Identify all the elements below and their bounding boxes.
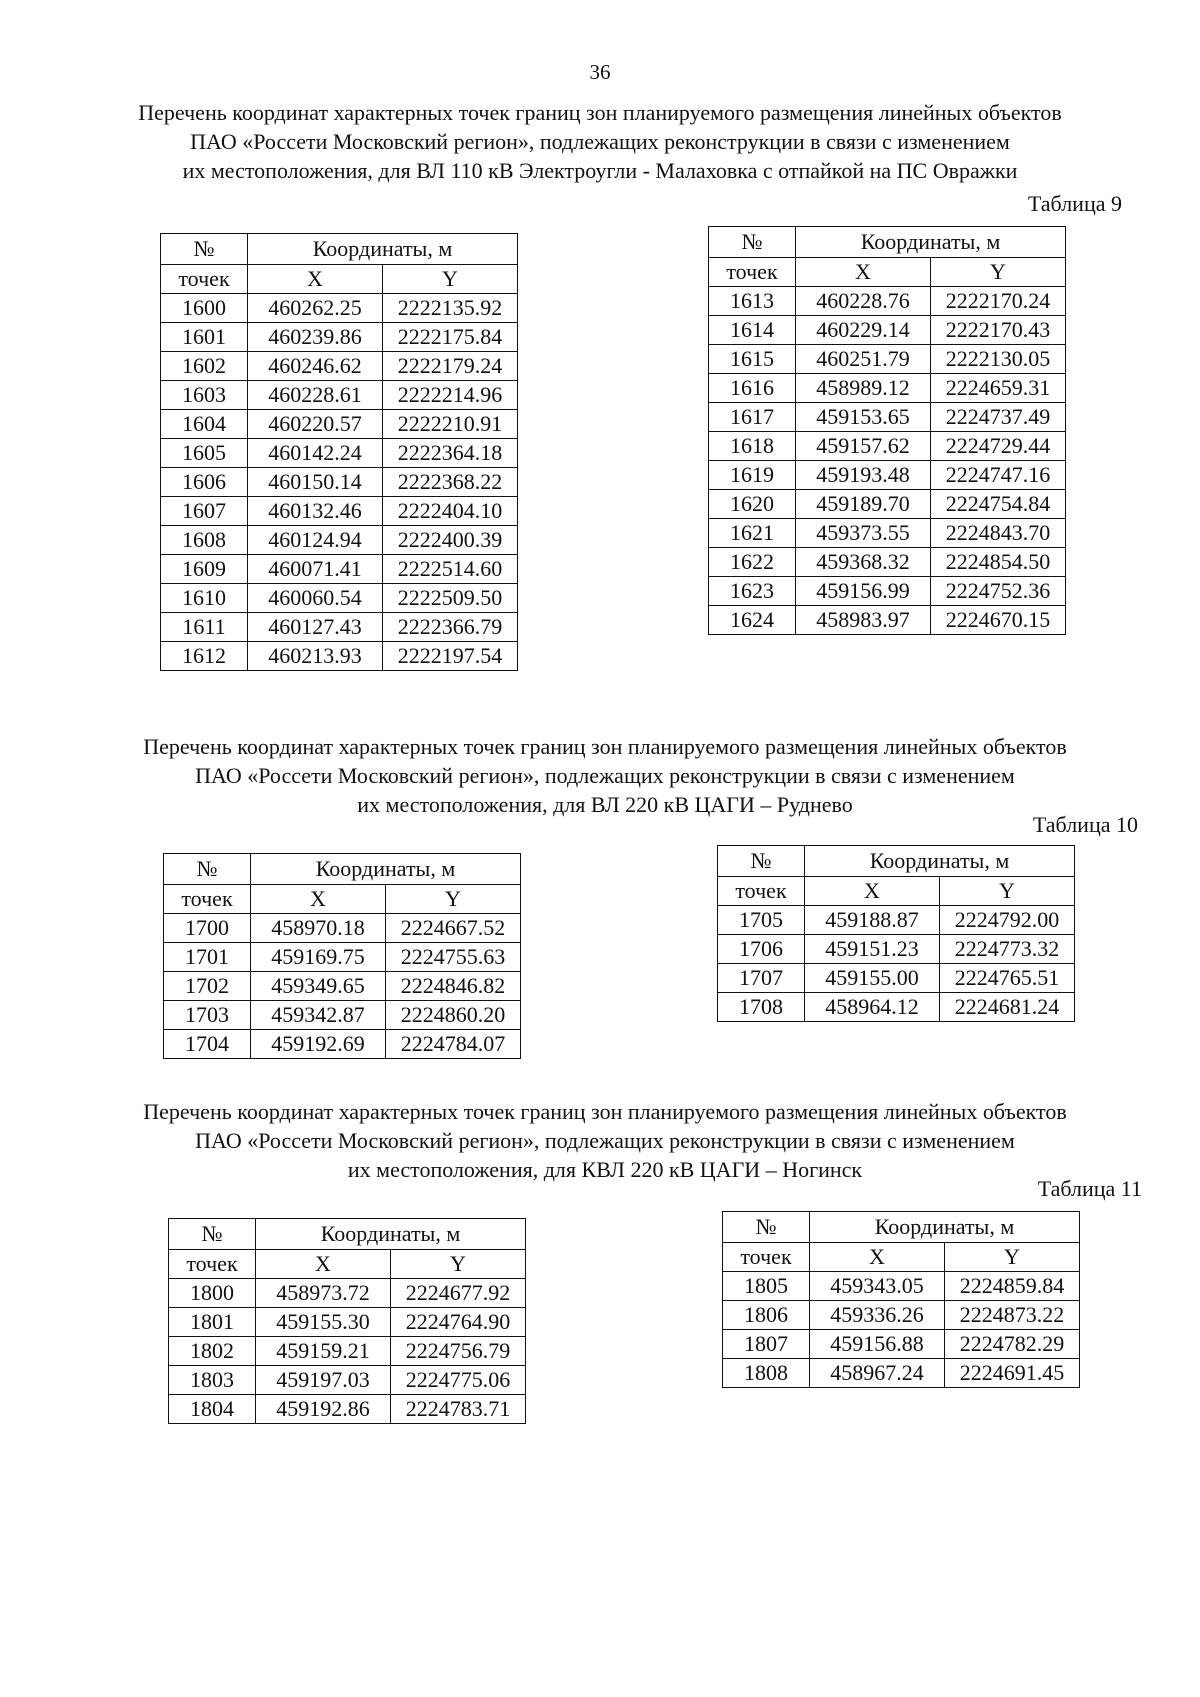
- coord-y: 2224792.00: [940, 906, 1075, 935]
- table-row: [164, 1001, 521, 1030]
- header-num-sign: №: [723, 1212, 810, 1243]
- header-coordinates: Координаты, м: [796, 227, 1066, 258]
- table-header-row: [723, 1212, 1080, 1243]
- table-header-row: [161, 265, 518, 294]
- coord-y: 2224677.92: [391, 1279, 526, 1308]
- coord-y: 2224755.63: [386, 943, 521, 972]
- coord-x: 459349.65: [251, 972, 386, 1001]
- section-heading: [60, 98, 1140, 185]
- table-row: [164, 1030, 521, 1059]
- coord-y: 2224873.22: [945, 1301, 1080, 1330]
- coord-x: 459197.03: [256, 1366, 391, 1395]
- point-number: 1617: [709, 403, 796, 432]
- header-coordinates: Координаты, м: [251, 854, 521, 885]
- page-number: 36: [589, 60, 611, 84]
- coord-x: 459157.62: [796, 432, 931, 461]
- coord-y: 2222197.54: [383, 642, 518, 671]
- coord-x: 459192.69: [251, 1030, 386, 1059]
- point-number: 1703: [164, 1001, 251, 1030]
- coord-y: 2222509.50: [383, 584, 518, 613]
- table-row: [161, 497, 518, 526]
- coord-x: 460262.25: [248, 294, 383, 323]
- table-header-row: [161, 234, 518, 265]
- coord-y: 2224859.84: [945, 1272, 1080, 1301]
- table-row: [161, 468, 518, 497]
- coord-x: 459368.32: [796, 548, 931, 577]
- heading-line: их местоположения, для ВЛ 110 кВ Электроугли - Малаховка с отпайкой на ПС Овражки: [182, 158, 1018, 183]
- point-number: 1615: [709, 345, 796, 374]
- coord-x: 460220.57: [248, 410, 383, 439]
- coord-x: 460228.76: [796, 287, 931, 316]
- point-number: 1605: [161, 439, 248, 468]
- header-x: X: [256, 1250, 391, 1279]
- coord-x: 460060.54: [248, 584, 383, 613]
- table-row: [709, 519, 1066, 548]
- coord-x: 459193.48: [796, 461, 931, 490]
- coord-y: 2222400.39: [383, 526, 518, 555]
- table-header-row: [164, 854, 521, 885]
- coord-y: 2222404.10: [383, 497, 518, 526]
- coord-y: 2224659.31: [931, 374, 1066, 403]
- header-coordinates: Координаты, м: [248, 234, 518, 265]
- table-row: [169, 1279, 526, 1308]
- table-label: Таблица 11: [1037, 1176, 1142, 1201]
- table-row: [718, 906, 1075, 935]
- point-number: 1613: [709, 287, 796, 316]
- table-row: [161, 555, 518, 584]
- point-number: 1606: [161, 468, 248, 497]
- point-number: 1705: [718, 906, 805, 935]
- coord-y: 2224670.15: [931, 606, 1066, 635]
- header-coordinates: Координаты, м: [805, 846, 1075, 877]
- table-header-row: [169, 1219, 526, 1250]
- coord-y: 2222514.60: [383, 555, 518, 584]
- point-number: 1619: [709, 461, 796, 490]
- header-y: Y: [940, 877, 1075, 906]
- point-number: 1800: [169, 1279, 256, 1308]
- point-number: 1624: [709, 606, 796, 635]
- table-row: [709, 461, 1066, 490]
- coord-x: 459155.00: [805, 964, 940, 993]
- table-header-row: [709, 258, 1066, 287]
- coord-y: 2222364.18: [383, 439, 518, 468]
- header-points: точек: [723, 1243, 810, 1272]
- coord-y: 2224681.24: [940, 993, 1075, 1022]
- coord-x: 459373.55: [796, 519, 931, 548]
- coord-x: 460132.46: [248, 497, 383, 526]
- header-y: Y: [386, 885, 521, 914]
- coord-y: 2224784.07: [386, 1030, 521, 1059]
- header-points: точек: [718, 877, 805, 906]
- header-coordinates: Координаты, м: [256, 1219, 526, 1250]
- table-header-row: [723, 1243, 1080, 1272]
- coord-x: 460246.62: [248, 352, 383, 381]
- table-row: [161, 352, 518, 381]
- header-points: точек: [161, 265, 248, 294]
- coord-x: 460228.61: [248, 381, 383, 410]
- point-number: 1801: [169, 1308, 256, 1337]
- coord-y: 2224854.50: [931, 548, 1066, 577]
- coord-y: 2222135.92: [383, 294, 518, 323]
- coordinates-table-right: [717, 845, 1075, 1022]
- coord-x: 459156.99: [796, 577, 931, 606]
- point-number: 1601: [161, 323, 248, 352]
- header-x: X: [248, 265, 383, 294]
- point-number: 1807: [723, 1330, 810, 1359]
- point-number: 1700: [164, 914, 251, 943]
- table-row: [723, 1330, 1080, 1359]
- coord-x: 458967.24: [810, 1359, 945, 1388]
- point-number: 1802: [169, 1337, 256, 1366]
- table-row: [161, 323, 518, 352]
- header-y: Y: [391, 1250, 526, 1279]
- point-number: 1808: [723, 1359, 810, 1388]
- point-number: 1610: [161, 584, 248, 613]
- coord-x: 458989.12: [796, 374, 931, 403]
- coord-x: 460142.24: [248, 439, 383, 468]
- point-number: 1620: [709, 490, 796, 519]
- table-row: [709, 577, 1066, 606]
- point-number: 1607: [161, 497, 248, 526]
- point-number: 1806: [723, 1301, 810, 1330]
- coord-x: 460150.14: [248, 468, 383, 497]
- table-row: [169, 1308, 526, 1337]
- header-points: точек: [164, 885, 251, 914]
- coord-x: 460229.14: [796, 316, 931, 345]
- header-x: X: [805, 877, 940, 906]
- point-number: 1803: [169, 1366, 256, 1395]
- header-y: Y: [945, 1243, 1080, 1272]
- table-row: [161, 381, 518, 410]
- coord-y: 2224775.06: [391, 1366, 526, 1395]
- header-coordinates: Координаты, м: [810, 1212, 1080, 1243]
- table-label: Таблица 10: [1032, 812, 1138, 837]
- coord-x: 459192.86: [256, 1395, 391, 1424]
- coord-y: 2224782.29: [945, 1330, 1080, 1359]
- header-y: Y: [383, 265, 518, 294]
- coord-y: 2222170.24: [931, 287, 1066, 316]
- coord-x: 459156.88: [810, 1330, 945, 1359]
- coord-x: 459336.26: [810, 1301, 945, 1330]
- coord-y: 2224754.84: [931, 490, 1066, 519]
- coord-x: 459343.05: [810, 1272, 945, 1301]
- coord-y: 2224846.82: [386, 972, 521, 1001]
- heading-line: ПАО «Россети Московский регион», подлежащих реконструкции в связи с изменением: [195, 763, 1015, 788]
- table-header-row: [709, 227, 1066, 258]
- header-points: точек: [169, 1250, 256, 1279]
- coord-y: 2222130.05: [931, 345, 1066, 374]
- point-number: 1701: [164, 943, 251, 972]
- coord-x: 459189.70: [796, 490, 931, 519]
- point-number: 1611: [161, 613, 248, 642]
- point-number: 1618: [709, 432, 796, 461]
- coord-x: 459188.87: [805, 906, 940, 935]
- coord-x: 460213.93: [248, 642, 383, 671]
- coord-y: 2222210.91: [383, 410, 518, 439]
- coord-x: 459151.23: [805, 935, 940, 964]
- table-row: [709, 490, 1066, 519]
- table-row: [718, 964, 1075, 993]
- coord-y: 2224773.32: [940, 935, 1075, 964]
- point-number: 1600: [161, 294, 248, 323]
- table-row: [161, 294, 518, 323]
- coord-y: 2224783.71: [391, 1395, 526, 1424]
- section-heading: [60, 732, 1150, 819]
- coord-x: 460239.86: [248, 323, 383, 352]
- header-x: X: [251, 885, 386, 914]
- table-row: [161, 613, 518, 642]
- heading-line: ПАО «Россети Московский регион», подлежащих реконструкции в связи с изменением: [195, 1128, 1015, 1153]
- coordinates-table-left: [168, 1218, 526, 1424]
- coord-y: 2224843.70: [931, 519, 1066, 548]
- table-header-row: [164, 885, 521, 914]
- coord-y: 2222214.96: [383, 381, 518, 410]
- point-number: 1614: [709, 316, 796, 345]
- table-label: Таблица 9: [1027, 191, 1122, 216]
- coord-y: 2224747.16: [931, 461, 1066, 490]
- coord-y: 2222366.79: [383, 613, 518, 642]
- coord-x: 458973.72: [256, 1279, 391, 1308]
- table-row: [723, 1359, 1080, 1388]
- point-number: 1612: [161, 642, 248, 671]
- table-row: [718, 993, 1075, 1022]
- table-row: [709, 432, 1066, 461]
- coord-x: 459153.65: [796, 403, 931, 432]
- point-number: 1702: [164, 972, 251, 1001]
- point-number: 1603: [161, 381, 248, 410]
- coord-x: 460127.43: [248, 613, 383, 642]
- coord-x: 459159.21: [256, 1337, 391, 1366]
- heading-line: их местоположения, для ВЛ 220 кВ ЦАГИ – Руднево: [357, 792, 853, 817]
- table-row: [709, 287, 1066, 316]
- coordinates-table-left: [163, 853, 521, 1059]
- heading-line: ПАО «Россети Московский регион», подлежащих реконструкции в связи с изменением: [190, 129, 1010, 154]
- coord-y: 2222368.22: [383, 468, 518, 497]
- point-number: 1805: [723, 1272, 810, 1301]
- table-row: [161, 439, 518, 468]
- point-number: 1602: [161, 352, 248, 381]
- table-row: [164, 943, 521, 972]
- point-number: 1608: [161, 526, 248, 555]
- header-num-sign: №: [164, 854, 251, 885]
- table-row: [709, 548, 1066, 577]
- table-row: [169, 1337, 526, 1366]
- coordinates-table-left: [160, 233, 518, 671]
- coord-y: 2224765.51: [940, 964, 1075, 993]
- point-number: 1623: [709, 577, 796, 606]
- table-header-row: [718, 877, 1075, 906]
- table-row: [709, 345, 1066, 374]
- coord-y: 2224860.20: [386, 1001, 521, 1030]
- table-header-row: [718, 846, 1075, 877]
- heading-line: их местоположения, для КВЛ 220 кВ ЦАГИ – Ногинск: [347, 1157, 863, 1182]
- section-heading: [60, 1097, 1150, 1184]
- table-row: [161, 642, 518, 671]
- coord-x: 460124.94: [248, 526, 383, 555]
- coord-y: 2224729.44: [931, 432, 1066, 461]
- coord-x: 460251.79: [796, 345, 931, 374]
- table-row: [161, 584, 518, 613]
- header-num-sign: №: [169, 1219, 256, 1250]
- heading-line: Перечень координат характерных точек границ зон планируемого размещения линейных объектов: [143, 734, 1067, 759]
- coord-x: 458983.97: [796, 606, 931, 635]
- coord-x: 460071.41: [248, 555, 383, 584]
- table-row: [164, 972, 521, 1001]
- table-row: [709, 606, 1066, 635]
- table-row: [723, 1272, 1080, 1301]
- table-row: [723, 1301, 1080, 1330]
- table-row: [709, 316, 1066, 345]
- header-points: точек: [709, 258, 796, 287]
- coord-y: 2224667.52: [386, 914, 521, 943]
- coord-x: 458970.18: [251, 914, 386, 943]
- table-header-row: [169, 1250, 526, 1279]
- table-row: [709, 403, 1066, 432]
- header-num-sign: №: [161, 234, 248, 265]
- coord-y: 2222170.43: [931, 316, 1066, 345]
- header-y: Y: [931, 258, 1066, 287]
- table-row: [164, 914, 521, 943]
- coord-x: 459342.87: [251, 1001, 386, 1030]
- coord-y: 2224691.45: [945, 1359, 1080, 1388]
- coord-x: 459169.75: [251, 943, 386, 972]
- point-number: 1622: [709, 548, 796, 577]
- coord-x: 458964.12: [805, 993, 940, 1022]
- header-x: X: [810, 1243, 945, 1272]
- point-number: 1708: [718, 993, 805, 1022]
- point-number: 1609: [161, 555, 248, 584]
- coord-y: 2224752.36: [931, 577, 1066, 606]
- point-number: 1616: [709, 374, 796, 403]
- point-number: 1704: [164, 1030, 251, 1059]
- header-num-sign: №: [709, 227, 796, 258]
- coord-y: 2222175.84: [383, 323, 518, 352]
- point-number: 1804: [169, 1395, 256, 1424]
- point-number: 1621: [709, 519, 796, 548]
- heading-line: Перечень координат характерных точек границ зон планируемого размещения линейных объектов: [143, 1099, 1067, 1124]
- table-row: [718, 935, 1075, 964]
- table-row: [161, 526, 518, 555]
- coord-y: 2224756.79: [391, 1337, 526, 1366]
- coordinates-table-right: [722, 1211, 1080, 1388]
- table-row: [169, 1395, 526, 1424]
- header-x: X: [796, 258, 931, 287]
- coordinates-table-right: [708, 226, 1066, 635]
- coord-y: 2224764.90: [391, 1308, 526, 1337]
- heading-line: Перечень координат характерных точек границ зон планируемого размещения линейных объектов: [138, 100, 1062, 125]
- coord-y: 2224737.49: [931, 403, 1066, 432]
- point-number: 1707: [718, 964, 805, 993]
- table-row: [161, 410, 518, 439]
- header-num-sign: №: [718, 846, 805, 877]
- table-row: [169, 1366, 526, 1395]
- table-row: [709, 374, 1066, 403]
- point-number: 1604: [161, 410, 248, 439]
- coord-x: 459155.30: [256, 1308, 391, 1337]
- point-number: 1706: [718, 935, 805, 964]
- coord-y: 2222179.24: [383, 352, 518, 381]
